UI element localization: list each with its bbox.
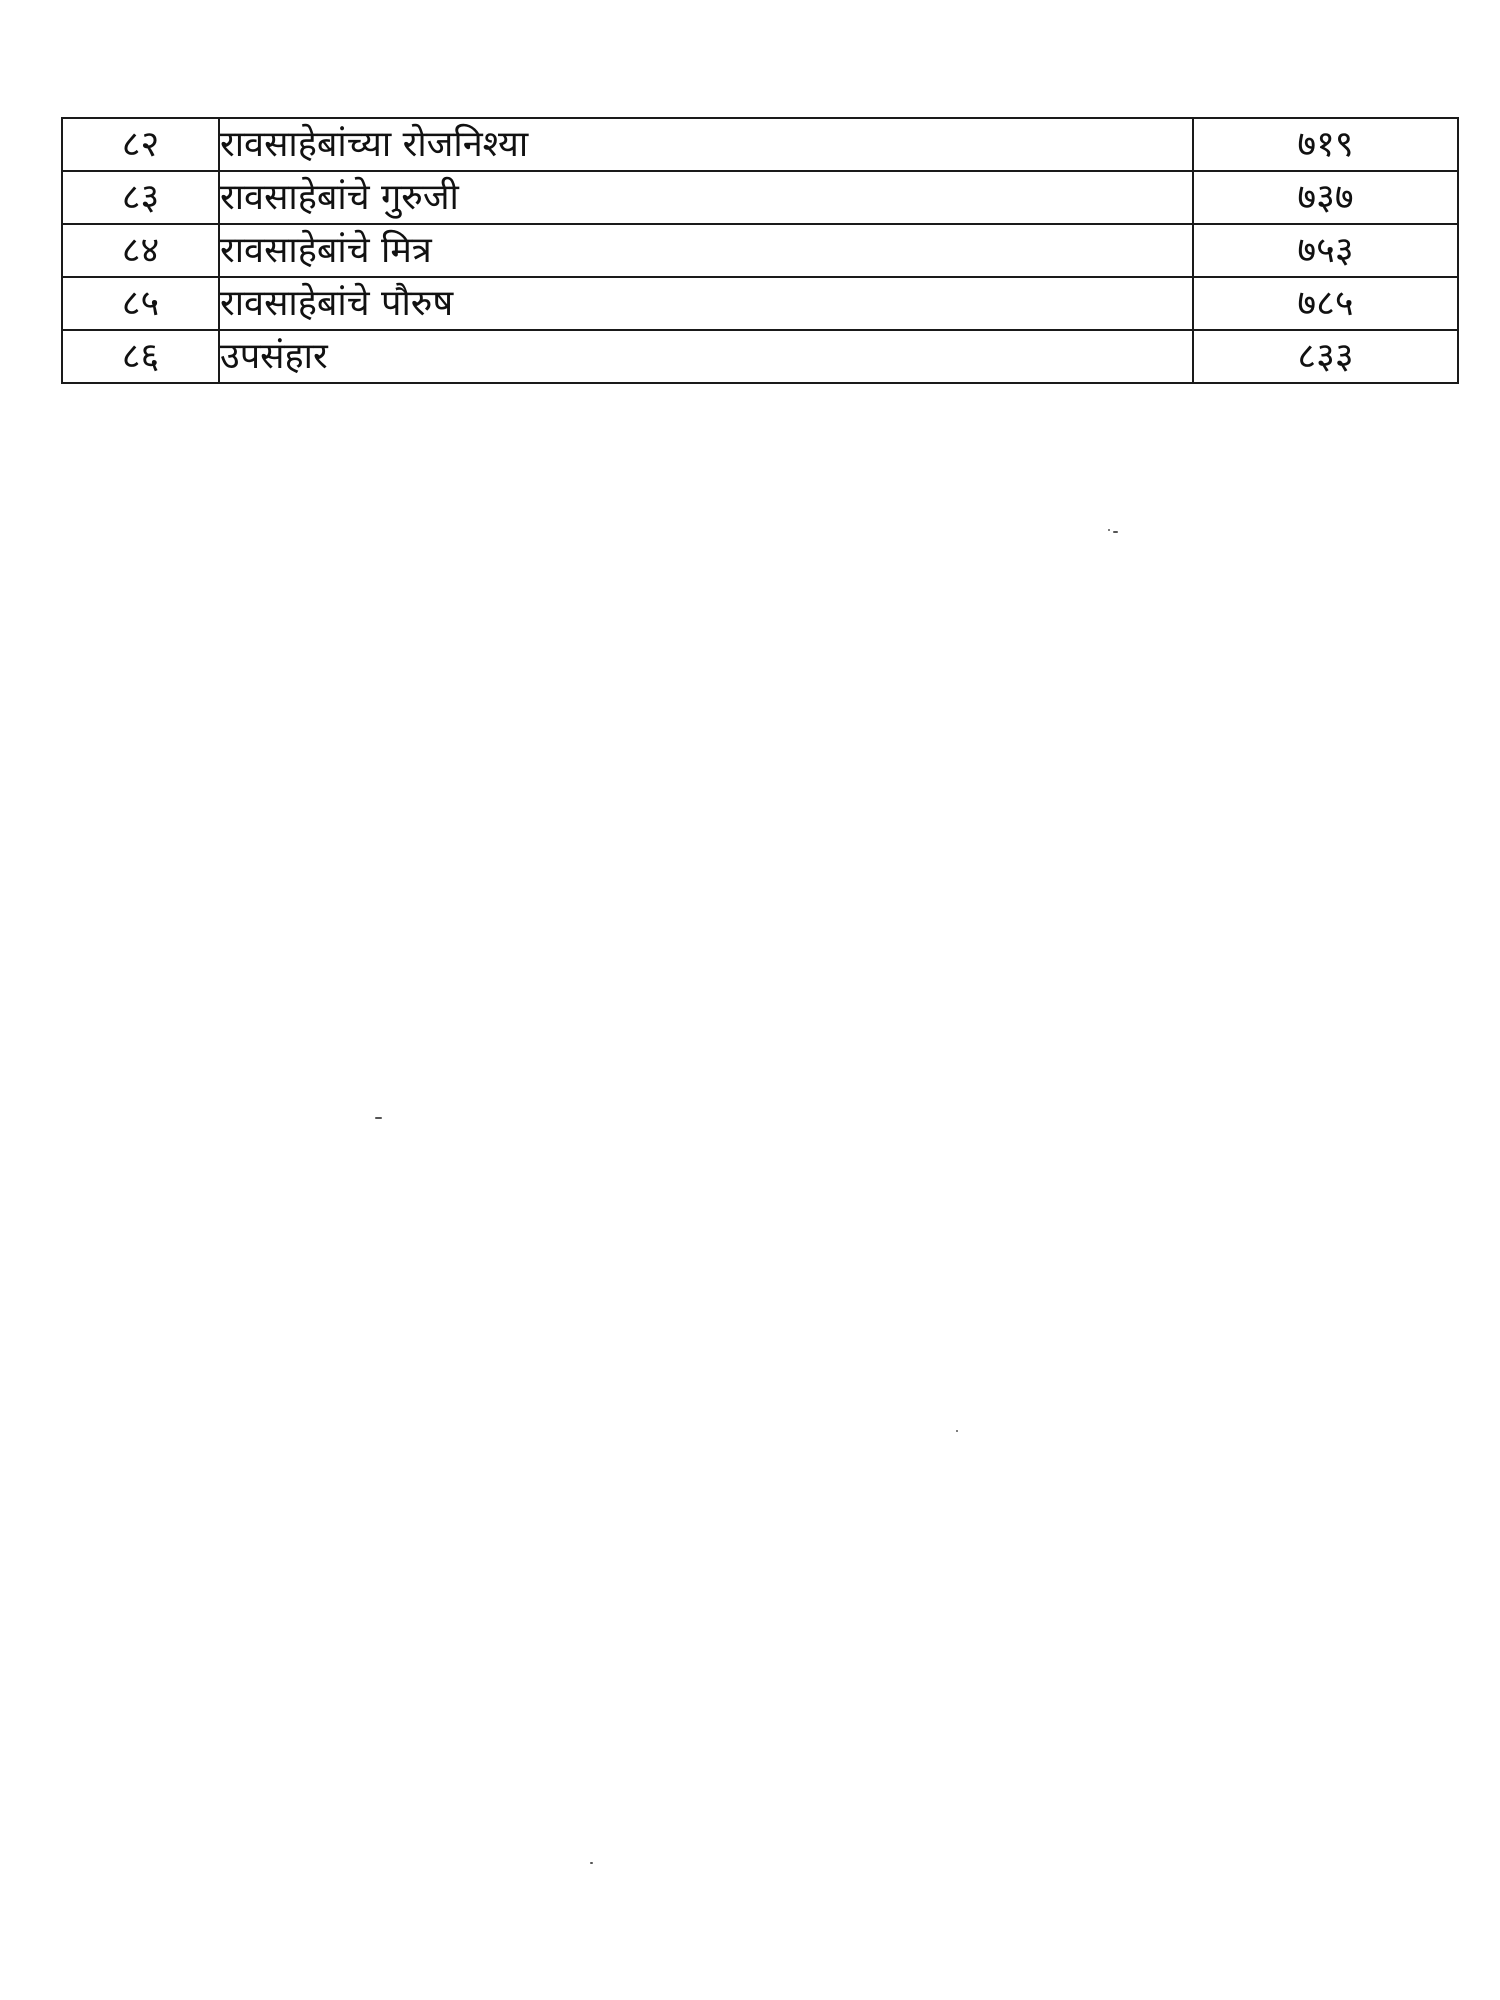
- page-number: ७३७: [1193, 171, 1458, 224]
- scan-speck: [1113, 531, 1118, 533]
- scan-speck: [375, 1117, 382, 1119]
- chapter-title: रावसाहेबांचे मित्र: [219, 224, 1193, 277]
- scan-speck: [590, 1862, 593, 1864]
- chapter-title: उपसंहार: [219, 330, 1193, 383]
- table-row: [62, 118, 1458, 171]
- chapter-title: रावसाहेबांच्या रोजनिश्या: [219, 118, 1193, 171]
- table-row: [62, 277, 1458, 330]
- chapter-number: ८५: [62, 277, 219, 330]
- chapter-title: रावसाहेबांचे गुरुजी: [219, 171, 1193, 224]
- table-row: [62, 171, 1458, 224]
- page-number: ७८५: [1193, 277, 1458, 330]
- page-number: ७५३: [1193, 224, 1458, 277]
- chapter-number: ८२: [62, 118, 219, 171]
- chapter-number: ८६: [62, 330, 219, 383]
- scan-speck: [956, 1430, 958, 1432]
- table-row: [62, 330, 1458, 383]
- chapter-number: ८३: [62, 171, 219, 224]
- chapter-title: रावसाहेबांचे पौरुष: [219, 277, 1193, 330]
- chapter-number: ८४: [62, 224, 219, 277]
- table-row: [62, 224, 1458, 277]
- page-number: ८३३: [1193, 330, 1458, 383]
- page-number: ७१९: [1193, 118, 1458, 171]
- scan-speck: [1108, 529, 1110, 531]
- table-of-contents: [61, 117, 1459, 384]
